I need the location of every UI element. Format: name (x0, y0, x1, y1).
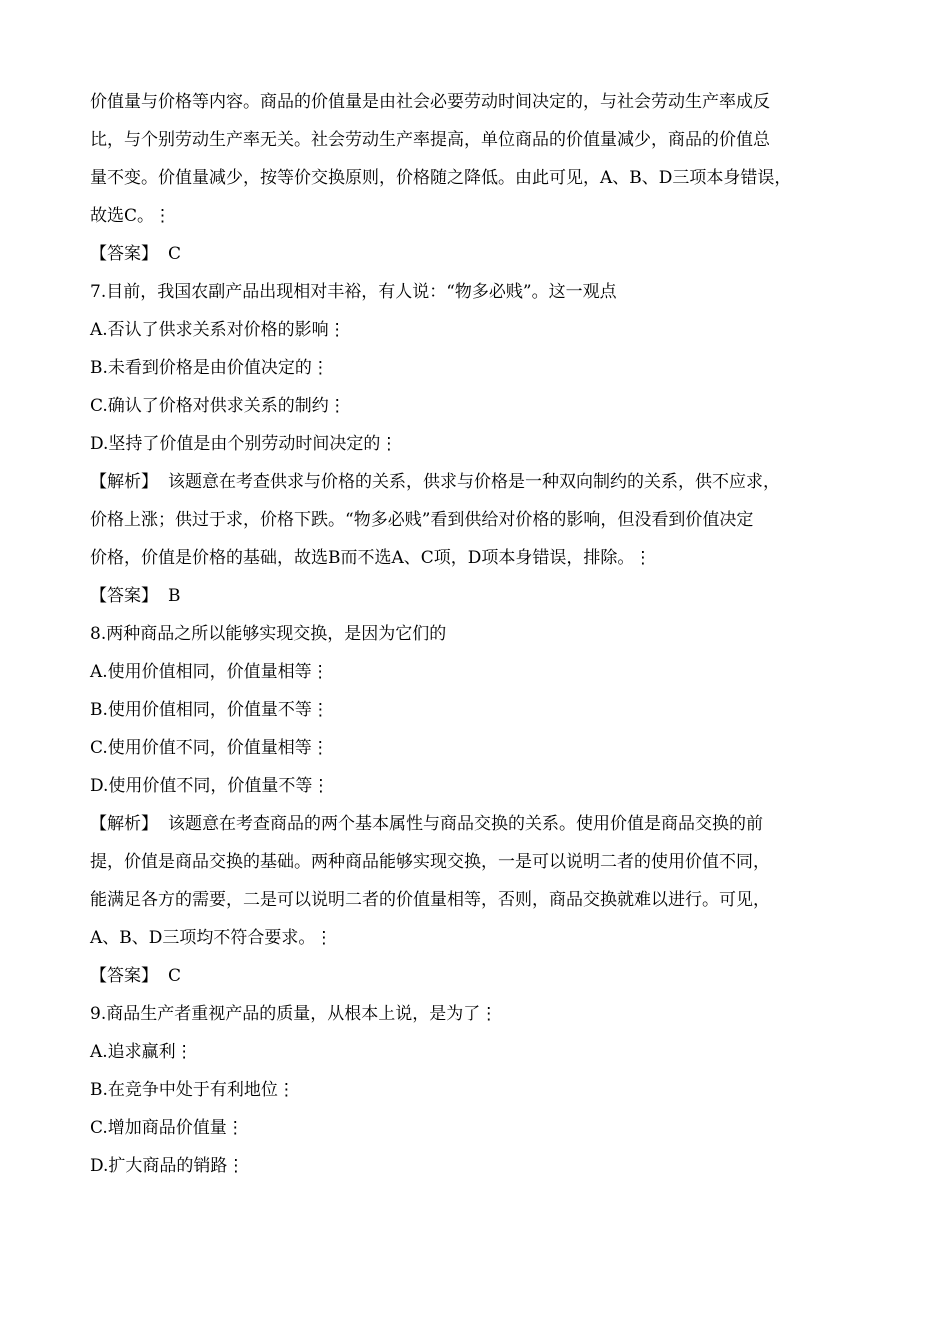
option-d: D.扩大商品的销路⋮ (90, 1156, 245, 1176)
q7-explanation (90, 472, 880, 568)
explanation-text: 该题意在考查商品的两个基本属性与商品交换的关系。使用价值是商品交换的前 (168, 814, 763, 834)
explanation-line: 提，价值是商品交换的基础。两种商品能够实现交换，一是可以说明二者的使用价值不同， (90, 852, 770, 872)
question-stem: 7.目前，我国农副产品出现相对丰裕，有人说：“物多必贱”。这一观点 (90, 282, 617, 302)
answer-label: 【答案】 (90, 586, 158, 606)
question-9 (90, 1004, 880, 1176)
option-b: B.未看到价格是由价值决定的⋮ (90, 358, 329, 378)
question-8 (90, 624, 880, 986)
option-b: B.使用价值相同，价值量不等⋮ (90, 700, 329, 720)
explanation-line (90, 472, 880, 492)
explanation-line: 比，与个别劳动生产率无关。社会劳动生产率提高，单位商品的价值量减少，商品的价值总 (90, 130, 770, 150)
option-a: A.追求赢利⋮ (90, 1042, 193, 1062)
answer-label: 【答案】 (90, 244, 158, 264)
explanation-line: A、B、D三项均不符合要求。⋮ (90, 928, 333, 948)
answer-value: C (168, 244, 182, 264)
q6-explanation-continued (90, 92, 880, 226)
explanation-line: 价格上涨；供过于求，价格下跌。“物多必贱”看到供给对价格的影响，但没看到价值决定 (90, 510, 754, 530)
option-a: A.否认了供求关系对价格的影响⋮ (90, 320, 346, 340)
explanation-label: 【解析】 (90, 472, 158, 492)
option-d: D.使用价值不同，价值量不等⋮ (90, 776, 330, 796)
q7-answer (90, 586, 880, 606)
explanation-label: 【解析】 (90, 814, 158, 834)
option-b: B.在竞争中处于有利地位⋮ (90, 1080, 295, 1100)
option-c: C.使用价值不同，价值量相等⋮ (90, 738, 329, 758)
q6-answer (90, 244, 880, 264)
question-7 (90, 282, 880, 606)
answer-label: 【答案】 (90, 966, 158, 986)
explanation-line: 量不变。价值量减少，按等价交换原则，价格随之降低。由此可见，A、B、D三项本身错误， (90, 168, 792, 188)
q8-explanation (90, 814, 880, 948)
answer-value: B (168, 586, 181, 606)
answer-value: C (168, 966, 182, 986)
explanation-line: 价值量与价格等内容。商品的价值量是由社会必要劳动时间决定的，与社会劳动生产率成反 (90, 92, 770, 112)
q8-answer (90, 966, 880, 986)
option-c: C.增加商品价值量⋮ (90, 1118, 244, 1138)
document-page (90, 92, 880, 1176)
option-a: A.使用价值相同，价值量相等⋮ (90, 662, 329, 682)
explanation-line: 价格，价值是价格的基础，故选B而不选A、C项，D项本身错误，排除。⋮ (90, 548, 652, 568)
explanation-line: 能满足各方的需要，二是可以说明二者的价值量相等，否则，商品交换就难以进行。可见， (90, 890, 770, 910)
explanation-line: 故选C。⋮ (90, 206, 172, 226)
option-c: C.确认了价格对供求关系的制约⋮ (90, 396, 346, 416)
option-d: D.坚持了价值是由个别劳动时间决定的⋮ (90, 434, 398, 454)
question-stem: 9.商品生产者重视产品的质量，从根本上说，是为了⋮ (90, 1004, 498, 1024)
explanation-line (90, 814, 880, 834)
question-stem: 8.两种商品之所以能够实现交换，是因为它们的 (90, 624, 447, 644)
explanation-text: 该题意在考查供求与价格的关系，供求与价格是一种双向制约的关系，供不应求， (168, 472, 780, 492)
